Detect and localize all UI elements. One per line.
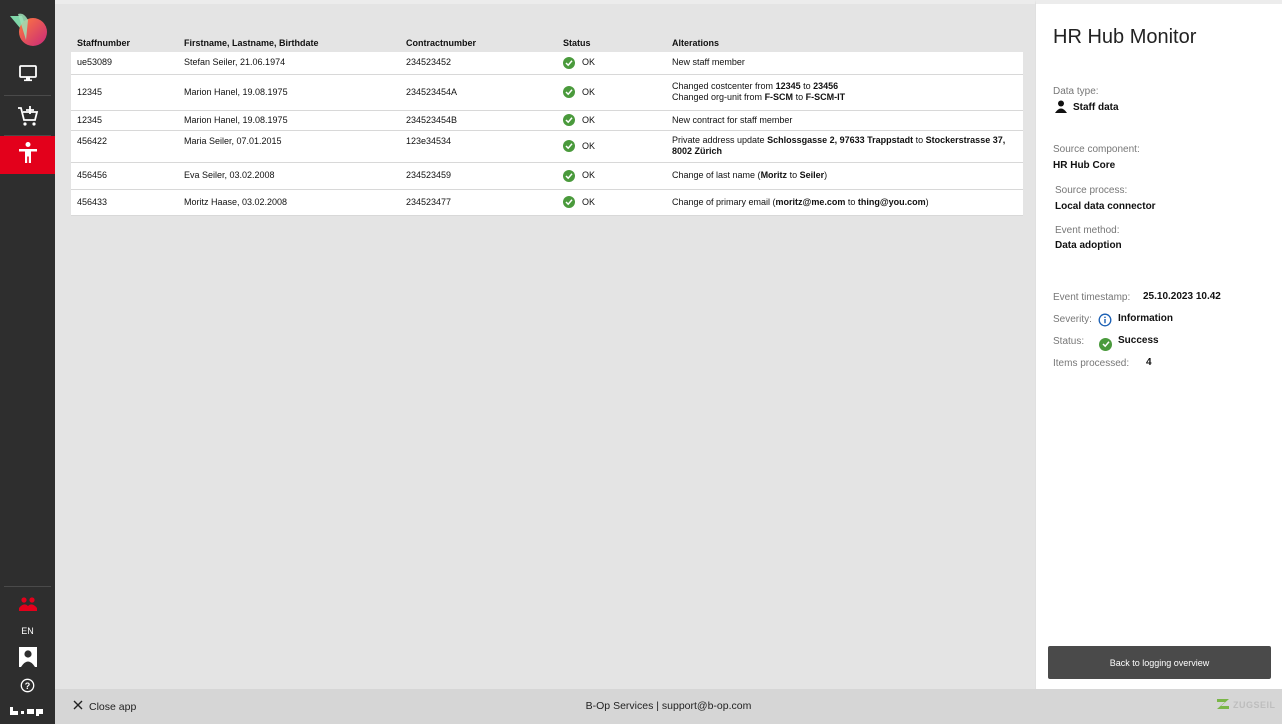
sidebar-item-accessibility[interactable] [0, 136, 55, 174]
check-circle-icon [563, 86, 575, 98]
cell-status [557, 52, 666, 74]
check-circle-icon [563, 170, 575, 182]
sidebar-divider [4, 95, 51, 96]
zugseil-logo-text: ZUGSEIL [1233, 700, 1276, 710]
cell-alterations: New staff member [666, 52, 1023, 74]
cell-contract: 234523452 [400, 52, 557, 74]
status-value: Success [1118, 335, 1159, 346]
cell-name: Maria Seiler, 07.01.2015 [178, 130, 400, 162]
accessibility-icon [17, 141, 39, 170]
cell-contract: 234523477 [400, 189, 557, 215]
cell-staffnumber: 12345 [71, 110, 178, 130]
sidebar [0, 0, 55, 724]
event-timestamp-value: 25.10.2023 10.42 [1143, 291, 1221, 302]
cell-contract: 234523459 [400, 162, 557, 189]
cell-staffnumber: 456456 [71, 162, 178, 189]
check-circle-icon [1099, 335, 1112, 353]
user-portrait-icon [18, 646, 38, 673]
column-header-status[interactable]: Status [563, 38, 591, 48]
cell-staffnumber: 12345 [71, 74, 178, 110]
zugseil-logo-icon [1216, 698, 1230, 712]
page-title: HR Hub Monitor [1053, 26, 1197, 48]
cell-alterations [666, 74, 1023, 110]
close-app-label: Close app [89, 700, 137, 713]
main-content [55, 0, 1035, 689]
sidebar-item-monitor[interactable] [0, 56, 55, 94]
support-info: B-Op Services | support@b-op.com [585, 700, 752, 712]
source-process-value: Local data connector [1055, 201, 1156, 212]
alteration-line: Changed costcenter from 12345 to 23456 [672, 81, 839, 91]
column-header-contractnumber[interactable]: Contractnumber [406, 38, 477, 48]
table-row[interactable] [71, 162, 1023, 189]
column-header-alterations[interactable]: Alterations [672, 38, 720, 48]
cell-alterations: New contract for staff member [666, 110, 1023, 130]
cell-alterations: Private address update Schlossgasse 2, 97633 Trappstadt to Stockerstrasse 37, 8002 Zürich [666, 130, 1023, 162]
cell-status [557, 189, 666, 215]
zugseil-logo [1216, 698, 1276, 712]
sidebar-item-team[interactable] [0, 589, 55, 623]
cell-contract: 234523454B [400, 110, 557, 130]
alteration-line: Changed org-unit from F-SCM to F-SCM-IT [672, 92, 846, 102]
status-text: OK [582, 57, 596, 68]
monitor-icon [18, 64, 38, 87]
bop-logo-icon [10, 703, 44, 713]
cell-alterations: Change of last name (Moritz to Seiler) [666, 162, 1023, 189]
cell-staffnumber: 456433 [71, 189, 178, 215]
sidebar-item-help[interactable] [0, 676, 55, 700]
cell-name: Marion Hanel, 19.08.1975 [178, 74, 400, 110]
table-row[interactable] [71, 189, 1023, 215]
sidebar-item-cart[interactable] [0, 99, 55, 137]
table-row[interactable] [71, 74, 1023, 110]
cell-staffnumber: ue53089 [71, 52, 178, 74]
column-header-name[interactable]: Firstname, Lastname, Birthdate [184, 38, 319, 48]
table-row[interactable] [71, 130, 1023, 162]
cell-status [557, 74, 666, 110]
status-text: OK [582, 196, 596, 207]
help-icon [20, 678, 35, 698]
svg-text:?: ? [24, 681, 31, 691]
cell-name: Eva Seiler, 03.02.2008 [178, 162, 400, 189]
data-type-value: Staff data [1073, 102, 1119, 113]
cell-staffnumber: 456422 [71, 130, 178, 162]
source-process-label: Source process: [1055, 185, 1128, 196]
table-row[interactable] [71, 110, 1023, 130]
check-circle-icon [563, 196, 575, 208]
status-text: OK [582, 170, 596, 180]
data-type-label: Data type: [1053, 86, 1099, 97]
table-row[interactable] [71, 52, 1023, 74]
status-text: OK [582, 114, 596, 125]
cell-status [557, 130, 666, 162]
column-header-staffnumber[interactable]: Staffnumber [77, 38, 131, 48]
language-switch[interactable]: EN [21, 626, 34, 636]
check-circle-icon [563, 57, 575, 69]
sidebar-divider [4, 586, 51, 587]
status-text: OK [582, 86, 596, 97]
severity-value: Information [1118, 313, 1173, 324]
event-method-label: Event method: [1055, 225, 1120, 236]
table-header-row [71, 34, 1023, 52]
cell-contract: 123e34534 [400, 130, 557, 162]
event-method-value: Data adoption [1055, 240, 1122, 251]
source-component-label: Source component: [1053, 144, 1140, 155]
detail-panel [1035, 0, 1282, 689]
info-icon [1098, 313, 1112, 332]
source-component-value: HR Hub Core [1053, 160, 1116, 171]
cell-status [557, 110, 666, 130]
cell-name: Moritz Haase, 03.02.2008 [178, 189, 400, 215]
items-processed-value: 4 [1146, 357, 1152, 368]
app-logo-icon[interactable] [8, 10, 48, 50]
people-icon [19, 596, 37, 617]
severity-label: Severity: [1053, 314, 1092, 325]
sidebar-item-profile[interactable] [0, 644, 55, 674]
status-text: OK [582, 140, 596, 151]
cell-name: Stefan Seiler, 21.06.1974 [178, 52, 400, 74]
staff-changes-table [71, 34, 1023, 216]
check-circle-icon [563, 114, 575, 126]
cell-status [557, 162, 666, 189]
event-timestamp-label: Event timestamp: [1053, 292, 1131, 303]
items-processed-label: Items processed: [1053, 358, 1130, 369]
check-circle-icon [563, 140, 575, 152]
back-to-logging-overview-button[interactable]: Back to logging overview [1048, 646, 1271, 679]
status-label: Status: [1053, 336, 1085, 347]
cell-name: Marion Hanel, 19.08.1975 [178, 110, 400, 130]
footer [55, 689, 1282, 724]
cell-alterations: Change of primary email (moritz@me.com to thing@you.com) [666, 189, 1023, 215]
cell-contract: 234523454A [400, 74, 557, 110]
person-icon [1054, 100, 1068, 118]
cart-add-icon [16, 104, 40, 133]
